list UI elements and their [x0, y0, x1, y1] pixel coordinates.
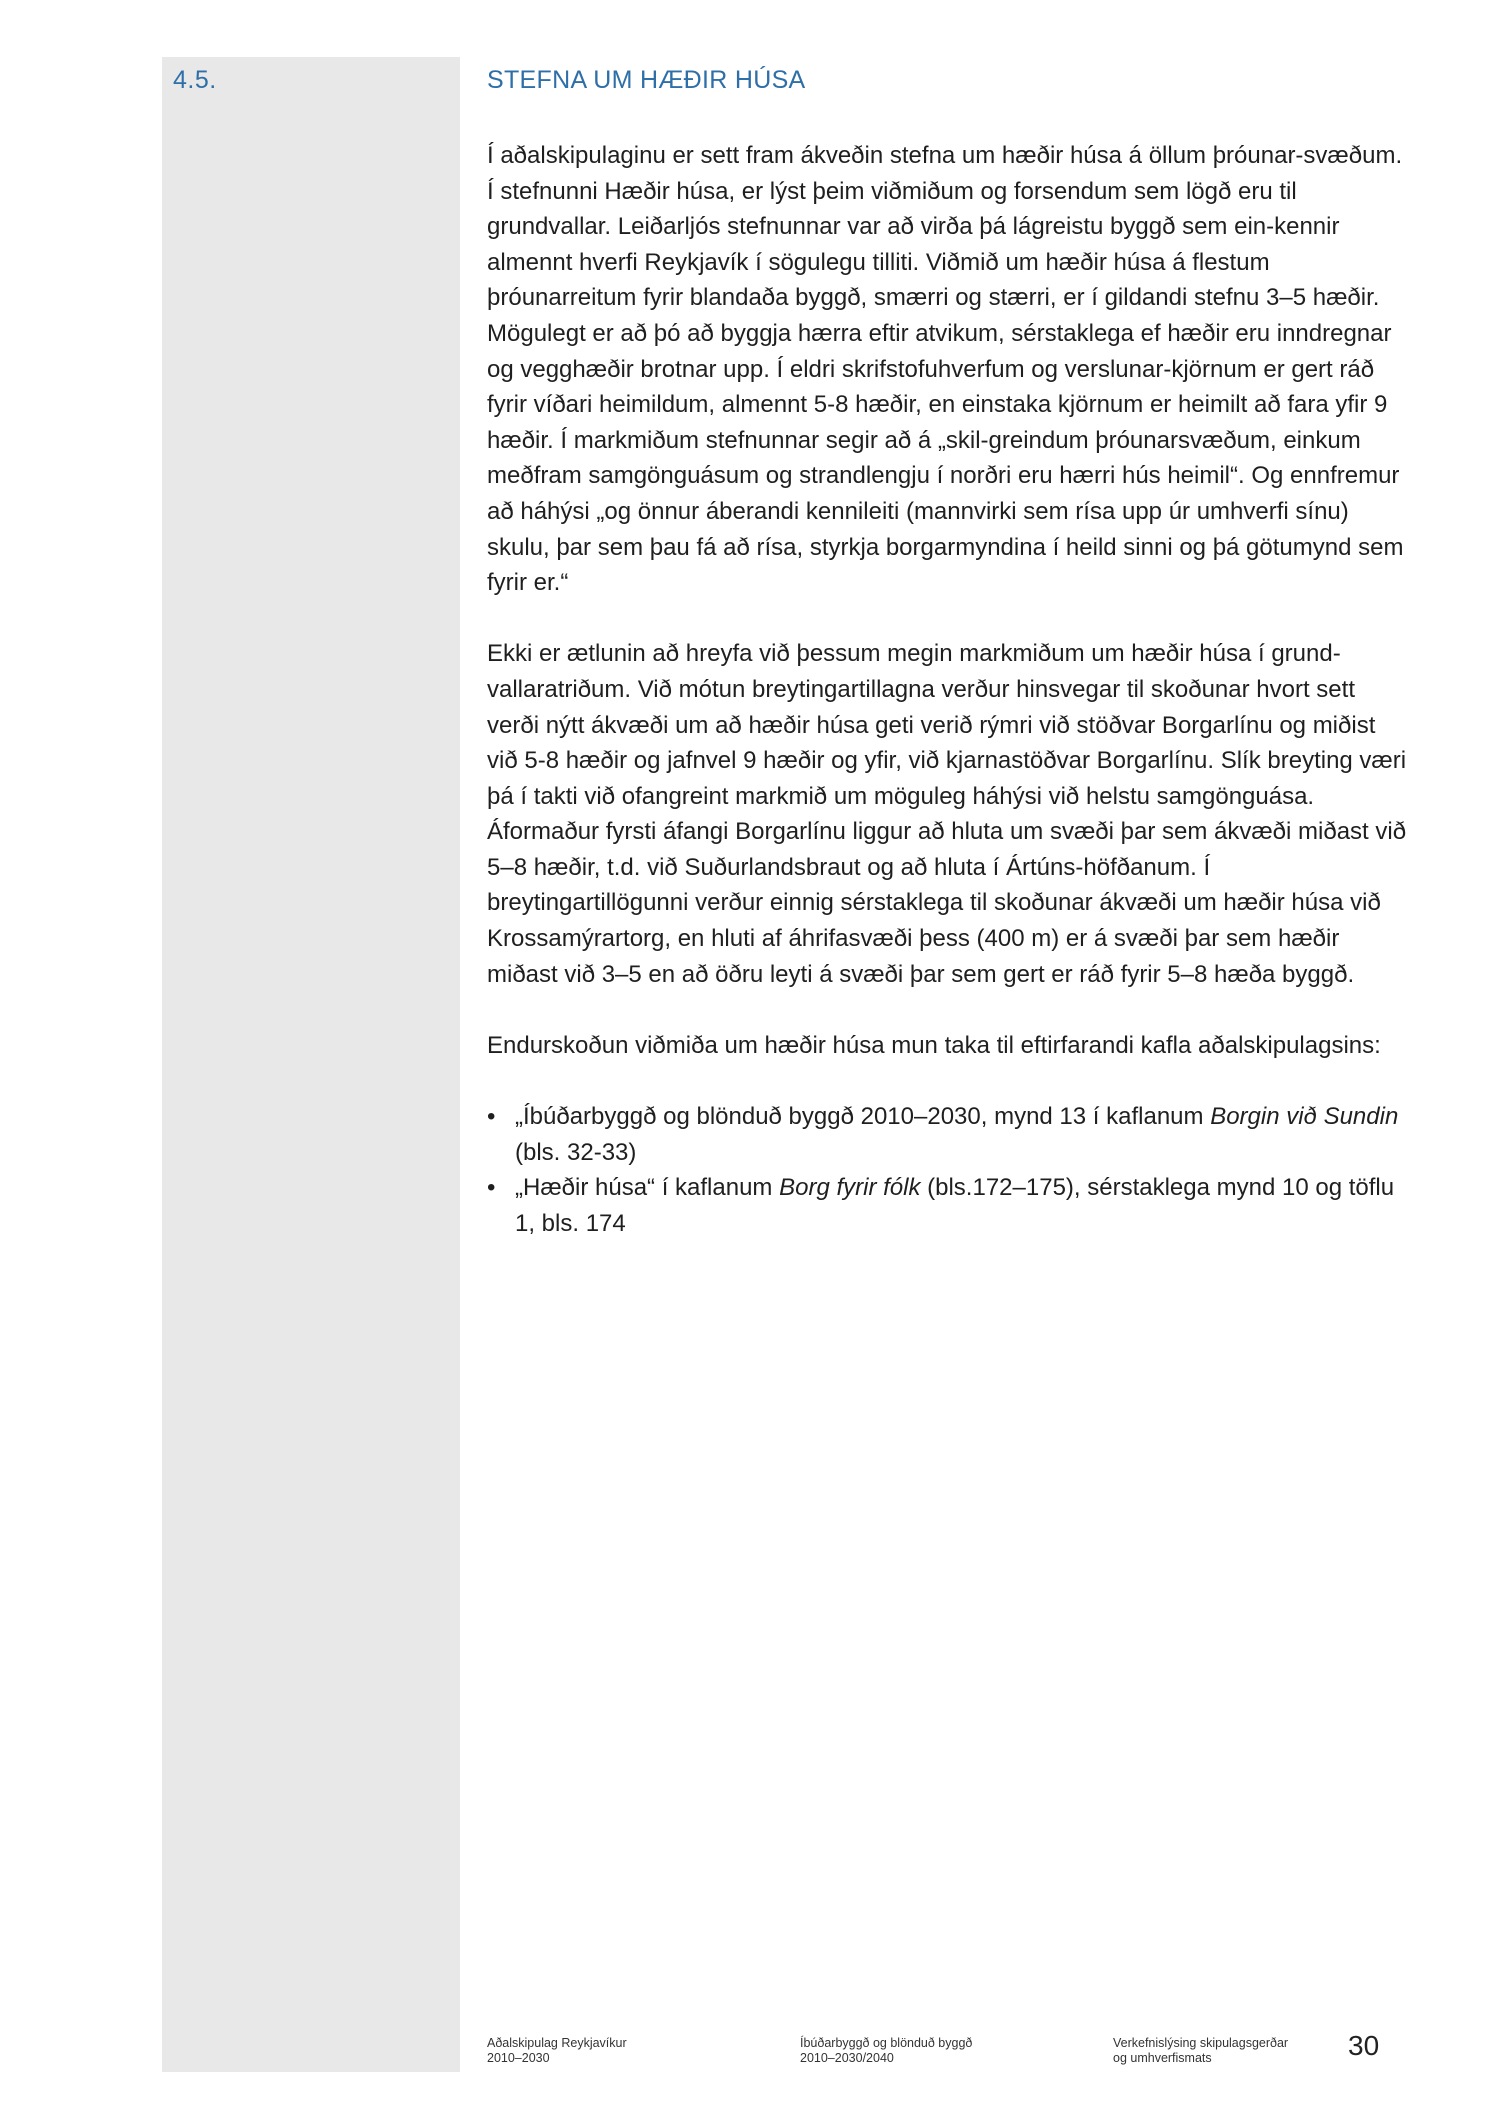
- list-item-text: „Hæðir húsa“ í kaflanum: [515, 1174, 780, 1202]
- sidebar-panel: [162, 57, 460, 2072]
- paragraph-1: Í aðalskipulaginu er sett fram ákveðin stefna um hæðir húsa á öllum þróunar-svæðum. Í stefnunni Hæðir húsa, er lýst þeim viðmiðum og forsendum sem lögð eru til grundvallar. Leiðarljós stefnunnar var að virða þá lágreistu byggð sem ein-kennir almennt hverfi Reykjavík í sögulegu tilliti. Viðmið um hæðir húsa á flestum þróunarreitum fyrir blandaða byggð, smærri og stærri, er í gildandi stefnu 3–5 hæðir. Mögulegt er að þó að byggja hærra eftir atvikum, sérstaklega ef hæðir eru inndregnar og vegghæðir brotnar upp. Í eldri skrifstofuhverfum og verslunar-kjörnum er gert ráð fyrir víðari heimildum, almennt 5-8 hæðir, en einstaka kjörnum er heimilt að fara yfir 9 hæðir. Í markmiðum stefnunnar segir að á „skil-greindum þróunarsvæðum, einkum meðfram samgönguásum og strandlengju í norðri eru hærri hús heimil“. Og ennfremur að háhýsi „og önnur áberandi kennileiti (mannvirki sem rísa upp úr umhverfi sínu) skulu, þar sem þau fá að rísa, styrkja borgarmyndina í heild sinni og þá götumynd sem fyrir er.“: [487, 142, 1404, 597]
- footer-plan-title: [487, 2036, 627, 2066]
- list-item-text: „Íbúðarbyggð og blönduð byggð 2010–2030, mynd 13 í kaflanum: [515, 1103, 1211, 1131]
- footer-text: og umhverfismats: [1113, 2051, 1212, 2065]
- list-item-italic: Borg fyrir fólk: [779, 1174, 921, 1202]
- list-item-italic: Borgin við Sundin: [1210, 1103, 1399, 1131]
- footer-text: Verkefnislýsing skipulagsgerðar: [1113, 2036, 1289, 2050]
- section-number: 4.5.: [173, 66, 217, 94]
- list-item: [487, 1099, 1407, 1170]
- paragraph-3: Endurskoðun viðmiða um hæðir húsa mun taka til eftirfarandi kafla aðalskipulagsins:: [487, 1031, 1381, 1059]
- list-item-text: (bls.172–175), sérstaklega mynd 10 og töflu 1, bls. 174: [515, 1174, 1395, 1237]
- page-number: 30: [1348, 2030, 1380, 2061]
- footer-text: Aðalskipulag Reykjavíkur: [487, 2036, 627, 2050]
- body-content: [487, 138, 1407, 1241]
- footer-chapter-title: [800, 2036, 972, 2066]
- section-title: STEFNA UM HÆÐIR HÚSA: [487, 66, 806, 94]
- footer-text: 2010–2030: [487, 2051, 550, 2065]
- list-item: [487, 1170, 1407, 1241]
- footer-text: Íbúðarbyggð og blönduð byggð: [800, 2036, 973, 2050]
- paragraph-2: Ekki er ætlunin að hreyfa við þessum megin markmiðum um hæðir húsa í grund-vallaratriðum. Við mótun breytingartillagna verður hinsvegar til skoðunar hvort sett verði nýtt ákvæði um að hæðir húsa geti verið rýmri við stöðvar Borgarlínu og miðist við 5-8 hæðir og jafnvel 9 hæðir og yfir, við kjarnastöðvar Borgarlínu. Slík breyting væri þá í takti við ofangreint markmið um möguleg háhýsi við helstu samgönguása. Áformaður fyrsti áfangi Borgarlínu liggur að hluta um svæði þar sem ákvæði miðast við 5–8 hæðir, t.d. við Suðurlandsbraut og að hluta í Ártúns-höfðanum. Í breytingartillögunni verður einnig sérstaklega til skoðunar ákvæði um hæðir húsa við Krossamýrartorg, en hluti af áhrifasvæði þess (400 m) er á svæði þar sem hæðir miðast við 3–5 en að öðru leyti á svæði þar sem gert er ráð fyrir 5–8 hæða byggð.: [487, 640, 1407, 988]
- list-item-text: (bls. 32-33): [515, 1138, 637, 1166]
- footer-text: 2010–2030/2040: [800, 2051, 894, 2065]
- chapter-list: [487, 1099, 1407, 1241]
- footer-document-title: [1113, 2036, 1288, 2066]
